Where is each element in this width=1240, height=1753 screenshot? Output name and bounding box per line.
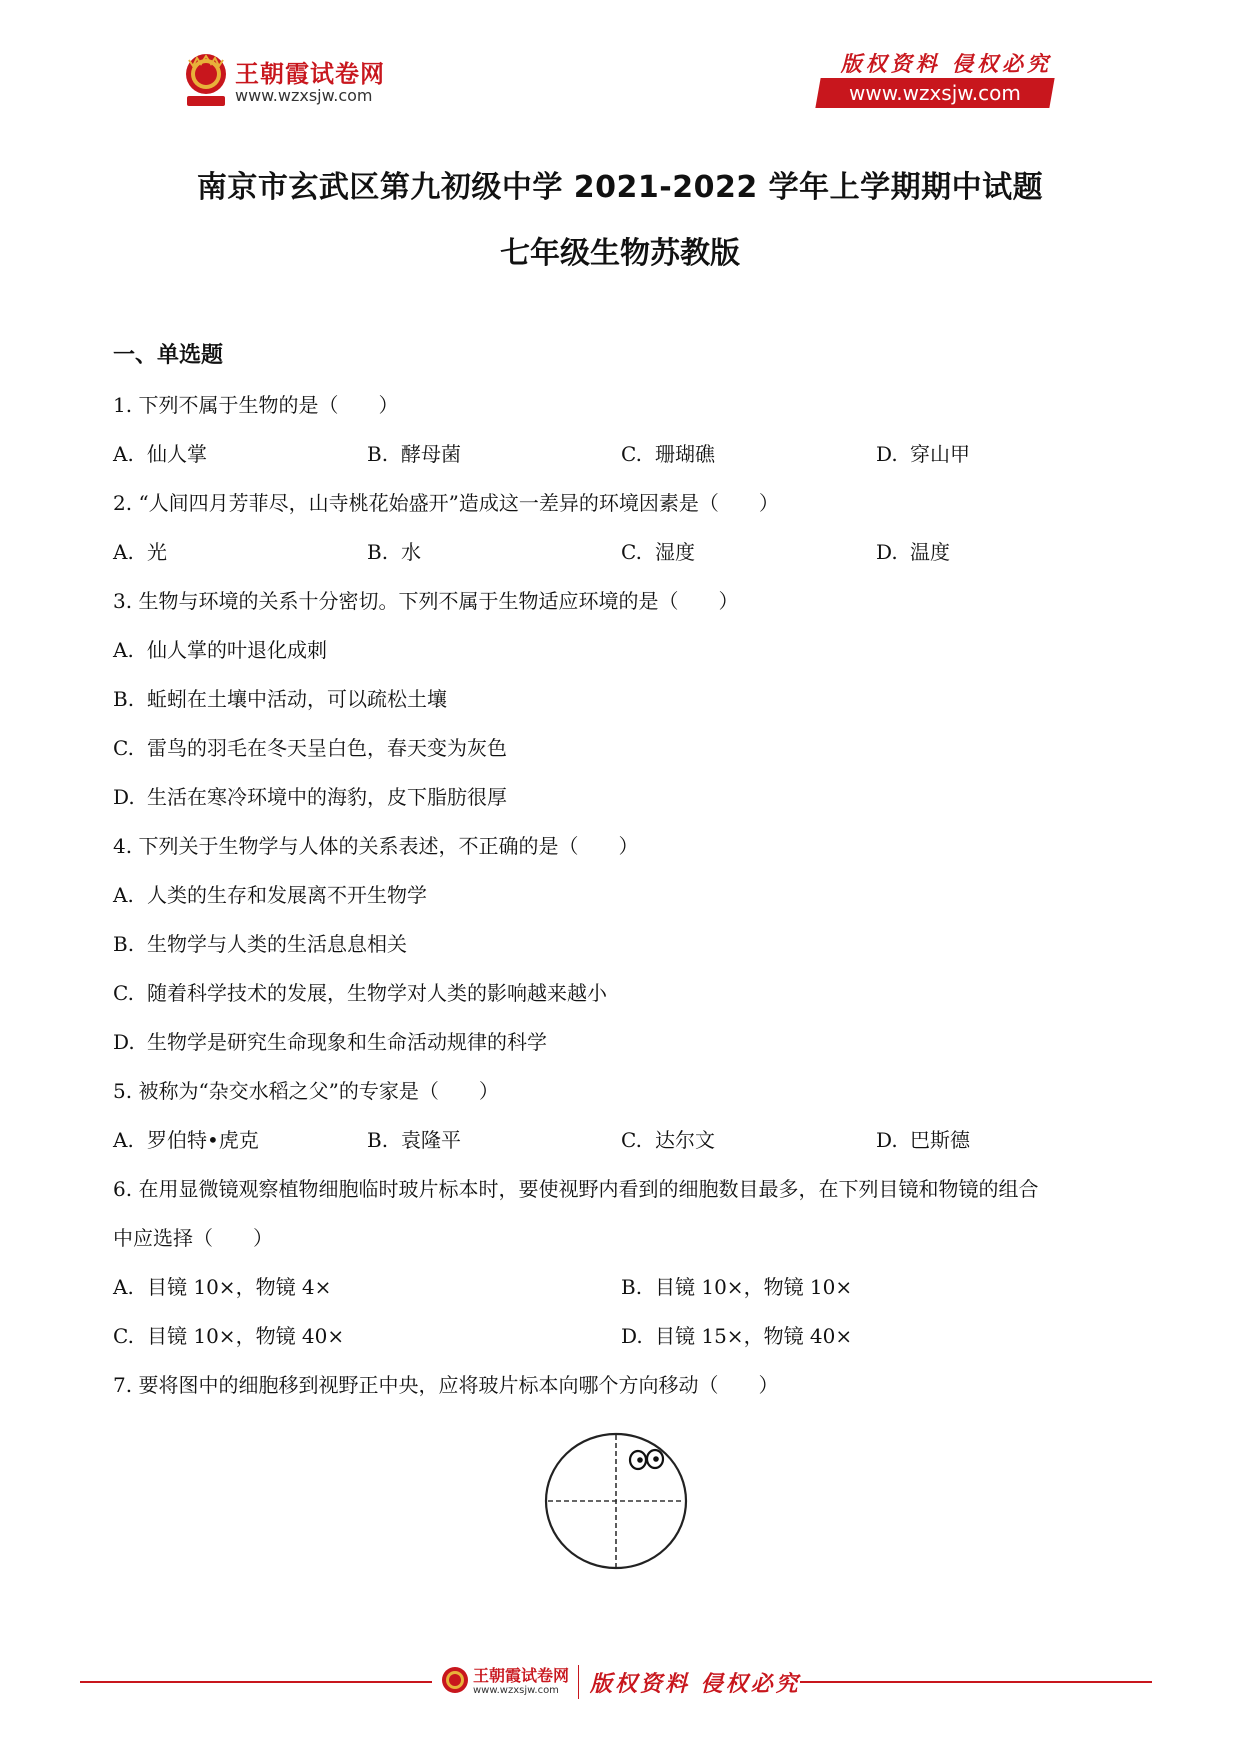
copyright-url-box[interactable] (815, 78, 1054, 108)
section-heading: 一、单选题 (113, 343, 224, 368)
brand-url[interactable]: www.wzxsjw.com (235, 86, 373, 105)
option-4b: B. 生物学与人类的生活息息相关 (113, 932, 407, 956)
option-5d: D. 巴斯德 (876, 1128, 970, 1152)
option-5a: A. 罗伯特•虎克 (113, 1128, 259, 1152)
footer-brand-url[interactable]: www.wzxsjw.com (473, 1685, 559, 1696)
question-6: 6. 在用显微镜观察植物细胞临时玻片标本时，要使视野内看到的细胞数目最多，在下列目镜和物镜的组合 (113, 1177, 1039, 1201)
option-1b: B. 酵母菌 (367, 442, 461, 466)
option-4d: D. 生物学是研究生命现象和生命活动规律的科学 (113, 1030, 547, 1054)
question-7: 7. 要将图中的细胞移到视野正中央，应将玻片标本向哪个方向移动（ ） (113, 1373, 779, 1397)
logo-ribbon (187, 96, 225, 106)
option-6a: A. 目镜 10×，物镜 4× (113, 1275, 332, 1299)
exam-title: 南京市玄武区第九初级中学 2021-2022 学年上学期期中试题 (196, 170, 1044, 205)
copyright-url: www.wzxsjw.com (849, 81, 1021, 105)
option-1c: C. 珊瑚礁 (621, 442, 715, 466)
microscope-field-figure (538, 1428, 694, 1574)
footer-slogan: 版权资料 侵权必究 (590, 1671, 801, 1697)
option-6b: B. 目镜 10×，物镜 10× (621, 1275, 853, 1299)
option-1d: D. 穿山甲 (876, 442, 970, 466)
logo-emblem-icon (183, 52, 229, 98)
option-2b: B. 水 (367, 540, 421, 564)
option-4c: C. 随着科学技术的发展，生物学对人类的影响越来越小 (113, 981, 607, 1005)
option-6d: D. 目镜 15×，物镜 40× (621, 1324, 853, 1348)
question-6-continued: 中应选择（ ） (113, 1226, 273, 1250)
question-5: 5. 被称为“杂交水稻之父”的专家是（ ） (113, 1079, 499, 1103)
footer-brand-name: 王朝霞试卷网 (473, 1666, 570, 1685)
option-5c: C. 达尔文 (621, 1128, 715, 1152)
cell-icon (630, 1450, 663, 1469)
option-1a: A. 仙人掌 (113, 442, 207, 466)
option-3b: B. 蚯蚓在土壤中活动，可以疏松土壤 (113, 687, 447, 711)
footer-emblem-icon (440, 1665, 470, 1695)
question-4: 4. 下列关于生物学与人体的关系表述，不正确的是（ ） (113, 834, 639, 858)
option-3c: C. 雷鸟的羽毛在冬天呈白色，春天变为灰色 (113, 736, 507, 760)
option-5b: B. 袁隆平 (367, 1128, 461, 1152)
footer-separator (578, 1665, 579, 1699)
copyright-slogan: 版权资料 侵权必究 (840, 51, 1052, 76)
footer-rule-right (800, 1681, 1152, 1683)
exam-subtitle: 七年级生物苏教版 (500, 236, 740, 271)
footer-rule-left (80, 1681, 432, 1683)
option-2a: A. 光 (113, 540, 167, 564)
footer-logo (440, 1663, 590, 1703)
option-3d: D. 生活在寒冷环境中的海豹，皮下脂肪很厚 (113, 785, 507, 809)
site-logo (183, 52, 443, 112)
question-3: 3. 生物与环境的关系十分密切。下列不属于生物适应环境的是（ ） (113, 589, 739, 613)
question-2: 2. “人间四月芳菲尽，山寺桃花始盛开”造成这一差异的环境因素是（ ） (113, 491, 779, 515)
copyright-banner (802, 48, 1052, 108)
option-4a: A. 人类的生存和发展离不开生物学 (113, 883, 427, 907)
option-2d: D. 温度 (876, 540, 950, 564)
option-6c: C. 目镜 10×，物镜 40× (113, 1324, 345, 1348)
brand-name: 王朝霞试卷网 (235, 60, 385, 88)
question-1: 1. 下列不属于生物的是（ ） (113, 393, 399, 417)
option-2c: C. 湿度 (621, 540, 695, 564)
option-3a: A. 仙人掌的叶退化成刺 (113, 638, 327, 662)
